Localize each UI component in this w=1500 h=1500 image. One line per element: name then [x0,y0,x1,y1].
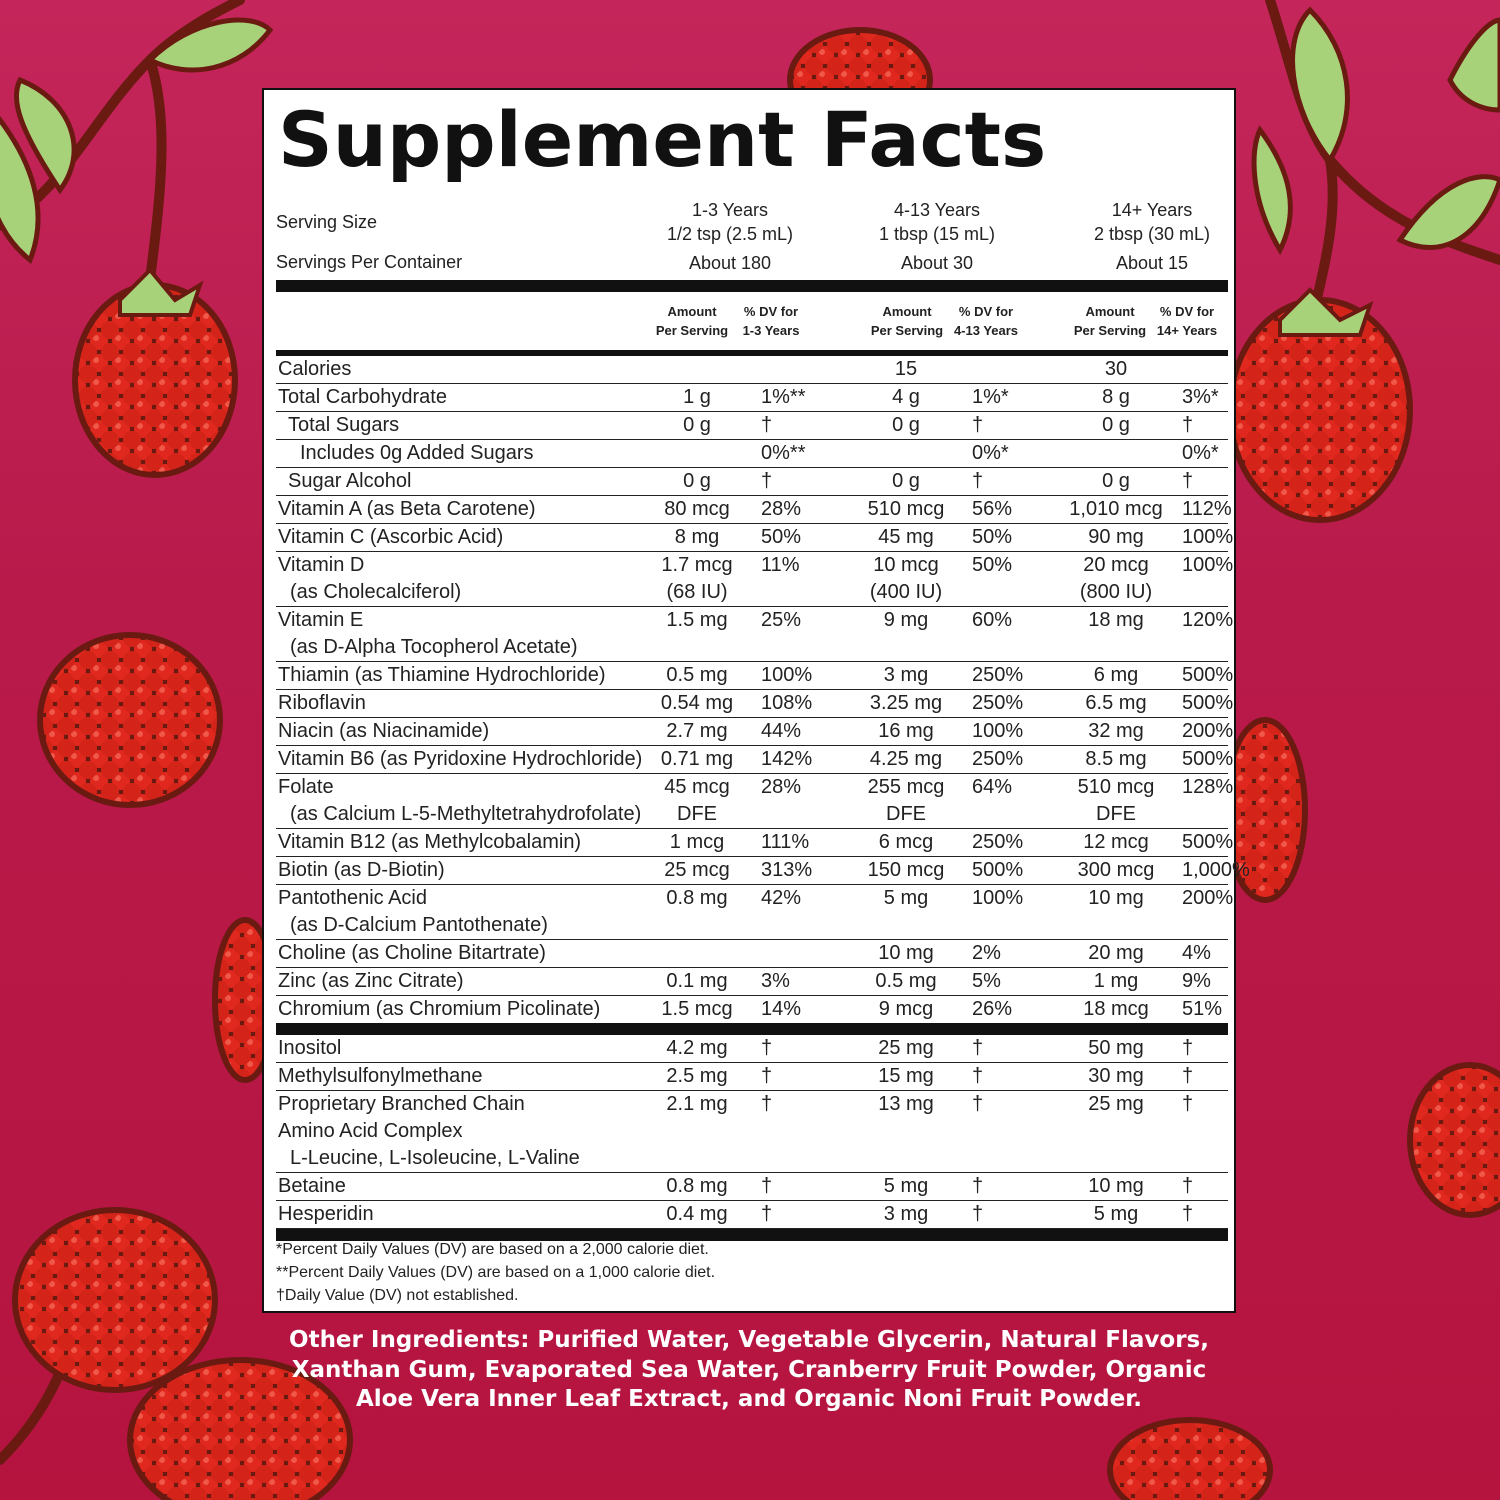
amount-1: 25 mcg [664,859,730,881]
amount-1: 4.2 mg [666,1037,728,1059]
daily-value-2: 50% [972,554,1013,576]
daily-value-1: 25% [761,609,802,631]
amount-1: 80 mcg [664,498,730,520]
amount-3: 1,010 mcg [1069,498,1163,520]
group-servings-3: About 15 [1115,253,1189,273]
nutrient-name: Betaine [278,1175,346,1197]
daily-value-1: † [761,470,773,492]
daily-value-2: † [972,1203,984,1225]
daily-value-3: † [1182,1175,1194,1197]
daily-value-1: 313% [761,859,813,881]
daily-value-2: 60% [972,609,1013,631]
daily-value-3: 9% [1182,970,1211,992]
nutrient-row [276,718,1228,746]
amount-1: 45 mcg DFE [664,776,730,825]
daily-value-1: 42% [761,887,802,909]
nutrient-name: Biotin (as D-Biotin) [278,859,445,881]
daily-value-3: † [1182,1065,1194,1087]
amount-1: 0.8 mg [666,887,728,909]
nutrient-name: Vitamin B12 (as Methylcobalamin) [278,831,582,853]
group-age-2: 4-13 Years [893,200,981,220]
nutrient-row [276,746,1228,774]
amount-3: 25 mg [1088,1093,1144,1115]
group-serving-size-3: 2 tbsp (30 mL) [1093,224,1211,244]
col-header-dv-3: % DV for 14+ Years [1156,304,1218,338]
daily-value-2: 500% [972,859,1024,881]
section-divider [276,1023,1228,1035]
nutrient-row [276,968,1228,996]
nutrient-name: Vitamin C (Ascorbic Acid) [278,526,504,548]
amount-3: 8.5 mg [1085,748,1147,770]
amount-2: 15 [894,358,918,380]
footnote-1000: **Percent Daily Values (DV) are based on a 1,000 calorie diet. [276,1264,716,1281]
col-header-dv-1: % DV for 1-3 Years [742,304,800,338]
amount-3: 18 mg [1088,609,1144,631]
daily-value-3: † [1182,470,1194,492]
amount-1: 8 mg [674,526,720,548]
amount-1: 2.7 mg [666,720,728,742]
daily-value-1 [745,940,856,968]
nutrient-name: Thiamin (as Thiamine Hydrochloride) [278,664,606,686]
amount-2: 45 mg [878,526,934,548]
daily-value-2: 100% [972,887,1024,909]
amount-2: 3.25 mg [869,692,943,714]
col-header-amount-1: Amount Per Serving [655,304,729,338]
amount-2: 9 mcg [878,998,934,1020]
amount-2: 15 mg [878,1065,934,1087]
daily-value-2: † [972,1037,984,1059]
amount-2: 4.25 mg [869,748,943,770]
daily-value-1 [745,356,856,384]
amount-1: 0.5 mg [666,664,728,686]
daily-value-3: 51% [1182,998,1223,1020]
nutrient-name: Vitamin B6 (as Pyridoxine Hydrochloride) [278,748,643,770]
nutrient-row [276,940,1228,968]
amount-1 [649,940,745,968]
amount-2: 510 mcg [867,498,945,520]
nutrient-row [276,857,1228,885]
amount-1 [649,440,745,468]
nutrient-name: Niacin (as Niacinamide) [278,720,490,742]
amount-3 [1066,440,1166,468]
nutrient-row [276,1173,1228,1201]
daily-value-1: † [761,414,773,436]
amount-3: 32 mg [1088,720,1144,742]
nutrient-name: Proprietary Branched Chain Amino Acid Complex L-Leucine, L-Isoleucine, L-Valine [278,1093,580,1169]
amount-1: 2.5 mg [666,1065,728,1087]
amount-3: 6 mg [1093,664,1139,686]
serving-size-label: Serving Size [276,212,378,232]
col-header-dv-2: % DV for 4-13 Years [953,304,1019,338]
nutrient-table [276,356,1250,1241]
amount-2: 6 mcg [878,831,934,853]
servings-per-container-label: Servings Per Container [276,252,463,272]
nutrient-row [276,996,1228,1024]
amount-3: 12 mcg [1083,831,1149,853]
nutrient-name: Vitamin A (as Beta Carotene) [278,498,536,520]
amount-3: 10 mg [1088,887,1144,909]
nutrient-name: Calories [278,358,352,380]
supplement-facts-panel [262,88,1250,1313]
daily-value-3: 0%* [1182,442,1219,464]
daily-value-3: 100% [1182,554,1234,576]
other-ingredients: Other Ingredients: Purified Water, Vegetable Glycerin, Natural Flavors, Xanthan Gum, Evaporated Sea Water, Cranberry Fruit Powder, Organic Aloe Vera Inner Leaf Extract, and Organic Noni Fruit Powder. [289,1327,1209,1412]
amount-1: 0.8 mg [666,1175,728,1197]
thick-divider [276,280,1228,292]
amount-3: 0 g [1102,470,1130,492]
amount-3: 20 mcg (800 IU) [1079,554,1153,603]
amount-3: 5 mg [1093,1203,1139,1225]
daily-value-3: † [1182,1203,1194,1225]
daily-value-1: 50% [761,526,802,548]
nutrient-name: Sugar Alcohol [288,470,412,492]
daily-value-3: 128% [1182,776,1234,798]
daily-value-2: 26% [972,998,1013,1020]
nutrient-row [276,552,1228,607]
daily-value-1: † [761,1203,773,1225]
daily-value-3: 500% [1182,748,1234,770]
nutrient-name: Total Sugars [288,414,400,436]
amount-3: 18 mcg [1083,998,1149,1020]
amount-2: 25 mg [878,1037,934,1059]
daily-value-1: † [761,1065,773,1087]
amount-2: 10 mg [878,942,934,964]
amount-3: 10 mg [1088,1175,1144,1197]
daily-value-1: 11% [761,554,800,576]
amount-1: 1 mcg [669,831,725,853]
daily-value-1: 108% [761,692,813,714]
amount-1 [649,356,745,384]
nutrient-row [276,662,1228,690]
daily-value-3: 500% [1182,831,1234,853]
amount-3: 8 g [1102,386,1130,408]
daily-value-2: 56% [972,498,1013,520]
nutrient-row [276,1035,1228,1063]
nutrient-name: Riboflavin [278,692,366,714]
thick-divider [276,1023,1228,1035]
group-age-3: 14+ Years [1111,200,1193,220]
nutrient-row [276,1201,1228,1229]
daily-value-2: 50% [972,526,1013,548]
daily-value-2: 64% [972,776,1013,798]
footnote-2000: *Percent Daily Values (DV) are based on a 2,000 calorie diet. [276,1241,709,1258]
daily-value-2: 100% [972,720,1024,742]
daily-value-3: 200% [1182,720,1234,742]
amount-3: 1 mg [1093,970,1139,992]
amount-2: 9 mg [883,609,929,631]
daily-value-2: 250% [972,831,1024,853]
group-servings-2: About 30 [900,253,974,273]
daily-value-2: † [972,1175,984,1197]
col-header-amount-3: Amount Per Serving [1073,304,1147,338]
footnotes [276,1238,715,1307]
nutrient-row [276,496,1228,524]
daily-value-3: 112% [1182,498,1232,520]
amount-1: 0.4 mg [666,1203,728,1225]
daily-value-1: 1%** [761,386,806,408]
amount-1: 0.71 mg [660,748,734,770]
daily-value-1: † [761,1093,773,1115]
nutrient-row [276,829,1228,857]
daily-value-1: 14% [761,998,802,1020]
amount-2: 16 mg [878,720,934,742]
daily-value-3: 100% [1182,526,1234,548]
nutrient-name: Inositol [278,1037,342,1059]
nutrient-name: Zinc (as Zinc Citrate) [278,970,464,992]
daily-value-2 [956,356,1066,384]
daily-value-3: 120% [1182,609,1234,631]
amount-2: 3 mg [883,664,929,686]
nutrient-name: Vitamin E (as D-Alpha Tocopherol Acetate) [278,609,578,658]
nutrient-row [276,440,1228,468]
amount-2: 255 mcg DFE [867,776,945,825]
amount-2: 10 mcg (400 IU) [869,554,943,603]
daily-value-3: 200% [1182,887,1234,909]
amount-2: 4 g [892,386,920,408]
nutrient-name: Pantothenic Acid (as D-Calcium Pantothenate) [278,887,548,936]
nutrient-name: Includes 0g Added Sugars [300,442,534,464]
amount-2: 0 g [892,470,920,492]
daily-value-1: 0%** [761,442,806,464]
amount-1: 0.1 mg [666,970,728,992]
daily-value-2: † [972,1093,984,1115]
daily-value-2: † [972,414,984,436]
daily-value-1: 28% [761,498,802,520]
amount-1: 1 g [683,386,711,408]
amount-2 [856,440,956,468]
daily-value-1: 111% [761,831,810,853]
daily-value-1: 100% [761,664,813,686]
amount-3: 6.5 mg [1085,692,1147,714]
group-serving-size-2: 1 tbsp (15 mL) [878,224,996,244]
nutrient-row [276,412,1228,440]
nutrient-row [276,690,1228,718]
daily-value-3: † [1182,414,1194,436]
amount-1: 0 g [683,470,711,492]
amount-3: 0 g [1102,414,1130,436]
amount-3: 30 mg [1088,1065,1144,1087]
daily-value-3 [1166,356,1228,384]
daily-value-3: 500% [1182,664,1234,686]
nutrient-name: Choline (as Choline Bitartrate) [278,942,546,964]
daily-value-2: 1%* [972,386,1009,408]
nutrient-name: Folate (as Calcium L-5-Methyltetrahydrofolate) [278,776,642,825]
nutrient-row [276,1091,1228,1173]
daily-value-1: 28% [761,776,802,798]
amount-2: 13 mg [878,1093,934,1115]
group-age-1: 1-3 Years [691,200,769,220]
daily-value-1: † [761,1175,773,1197]
amount-1: 1.5 mcg [661,998,733,1020]
daily-value-2: 5% [972,970,1001,992]
daily-value-3: † [1182,1093,1194,1115]
nutrient-row [276,524,1228,552]
nutrient-name: Chromium (as Chromium Picolinate) [278,998,601,1020]
nutrient-row [276,1063,1228,1091]
group-servings-1: About 180 [688,253,772,273]
amount-1: 1.7 mcg (68 IU) [661,554,733,603]
nutrient-row [276,774,1228,829]
amount-3: 20 mg [1088,942,1144,964]
daily-value-3: 500% [1182,692,1234,714]
nutrient-row [276,356,1228,384]
amount-2: 150 mcg [867,859,945,881]
daily-value-2: 0%* [972,442,1009,464]
amount-2: 0 g [892,414,920,436]
daily-value-2: 250% [972,748,1024,770]
nutrient-name: Total Carbohydrate [278,386,447,408]
panel-title: Supplement Facts [278,95,1047,184]
daily-value-3: † [1182,1037,1194,1059]
daily-value-2: † [972,470,984,492]
group-serving-size-1: 1/2 tsp (2.5 mL) [666,224,794,244]
footnote-dagger: †Daily Value (DV) not established. [276,1287,519,1304]
nutrient-name: Methylsulfonylmethane [278,1065,483,1087]
amount-1: 0.54 mg [660,692,734,714]
daily-value-3: 1,000% [1182,859,1250,881]
daily-value-3: 3%* [1182,386,1219,408]
daily-value-1: † [761,1037,773,1059]
amount-3: 30 [1104,358,1128,380]
amount-3: 300 mcg [1077,859,1155,881]
amount-3: 90 mg [1088,526,1144,548]
daily-value-2: † [972,1065,984,1087]
daily-value-2: 250% [972,664,1024,686]
amount-3: 50 mg [1088,1037,1144,1059]
nutrient-row [276,468,1228,496]
amount-2: 5 mg [883,887,929,909]
nutrient-row [276,885,1228,940]
daily-value-2: 250% [972,692,1024,714]
daily-value-3: 4% [1182,942,1211,964]
daily-value-1: 142% [761,748,813,770]
amount-1: 1.5 mg [666,609,728,631]
daily-value-2: 2% [972,942,1001,964]
amount-3: 510 mcg DFE [1077,776,1155,825]
daily-value-1: 3% [761,970,790,992]
amount-2: 3 mg [883,1203,929,1225]
nutrient-row [276,384,1228,412]
amount-1: 0 g [683,414,711,436]
daily-value-1: 44% [761,720,802,742]
amount-2: 0.5 mg [875,970,937,992]
col-header-amount-2: Amount Per Serving [870,304,944,338]
amount-1: 2.1 mg [666,1093,728,1115]
amount-2: 5 mg [883,1175,929,1197]
nutrient-name: Vitamin D (as Cholecalciferol) [278,554,462,603]
nutrient-name: Hesperidin [278,1203,374,1225]
nutrient-row [276,607,1228,662]
